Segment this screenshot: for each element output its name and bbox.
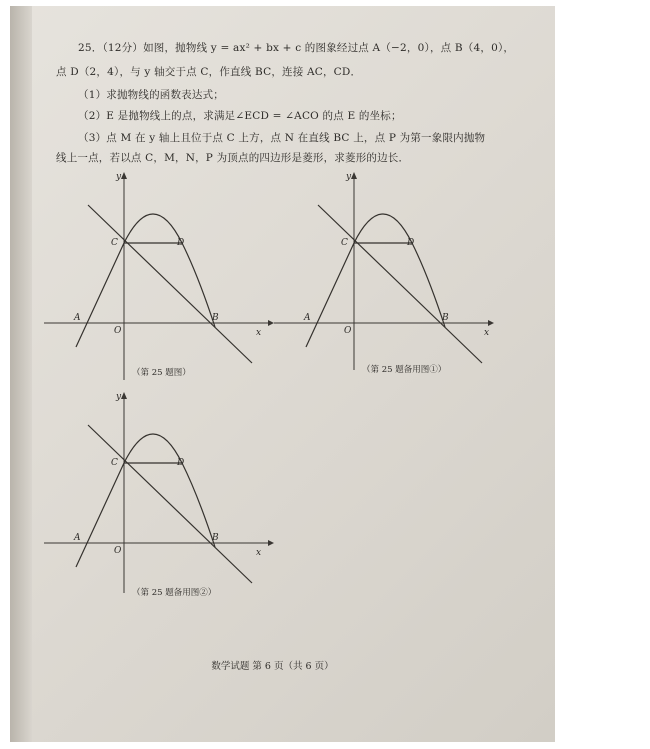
question-part-2: （2）E 是抛物线上的点，求满足∠ECD = ∠ACO 的点 E 的坐标； (78, 110, 402, 122)
figure-backup-1-caption: （第 25 题备用图①） (362, 365, 447, 375)
label-d: D (177, 458, 185, 468)
label-a: A (304, 313, 311, 323)
figure-backup-1-graph (270, 165, 510, 385)
page-footer: 数学试题 第 6 页（共 6 页） (211, 661, 334, 672)
figure-backup-2 (40, 385, 280, 605)
figure-backup-2-caption: （第 25 题备用图②） (132, 588, 217, 598)
label-x: x (484, 328, 490, 338)
question-part-3-line-1: （3）点 M 在 y 轴上且位于点 C 上方，点 N 在直线 BC 上，点 P 为第一象限内抛物 (78, 132, 486, 144)
y-axis-arrow (351, 172, 357, 179)
parabola (354, 214, 445, 327)
label-x: x (256, 548, 262, 558)
figure-main-graph (40, 165, 280, 385)
figure-main-caption: （第 25 题图） (132, 368, 191, 378)
figure-backup-1 (270, 165, 510, 385)
question-part-1: （1）求抛物线的函数表达式； (78, 89, 224, 101)
x-axis-arrow (268, 540, 274, 546)
parabola (124, 434, 215, 547)
figure-backup-2-graph (40, 385, 280, 605)
label-y: y (116, 172, 122, 182)
label-b: B (212, 533, 219, 543)
y-axis-arrow (121, 392, 127, 399)
y-axis-arrow (121, 172, 127, 179)
question-part-3-line-2: 线上一点，若以点 C，M，N，P 为顶点的四边形是菱形，求菱形的边长． (56, 152, 410, 164)
label-d: D (407, 238, 415, 248)
label-a: A (74, 533, 81, 543)
line-bc (88, 425, 252, 583)
label-d: D (177, 238, 185, 248)
label-o: O (114, 326, 122, 336)
line-bc (88, 205, 252, 363)
label-b: B (442, 313, 449, 323)
label-a: A (74, 313, 81, 323)
label-o: O (344, 326, 352, 336)
figure-main (40, 165, 280, 385)
parabola (124, 214, 215, 327)
label-c: C (111, 238, 118, 248)
page-fold-shadow (10, 6, 32, 742)
label-o: O (114, 546, 122, 556)
question-line-2: 点 D（2，4），与 y 轴交于点 C，作直线 BC，连接 AC，CD． (56, 66, 362, 78)
line-bc (318, 205, 482, 363)
x-axis-arrow (488, 320, 494, 326)
question-line-1: 25．（12分）如图，抛物线 y = ax² + bx + c 的图象经过点 A（−2，0），点 B（4，0）， (78, 42, 515, 54)
label-x: x (256, 328, 262, 338)
label-y: y (346, 172, 352, 182)
label-c: C (341, 238, 348, 248)
label-b: B (212, 313, 219, 323)
label-c: C (111, 458, 118, 468)
label-y: y (116, 392, 122, 402)
